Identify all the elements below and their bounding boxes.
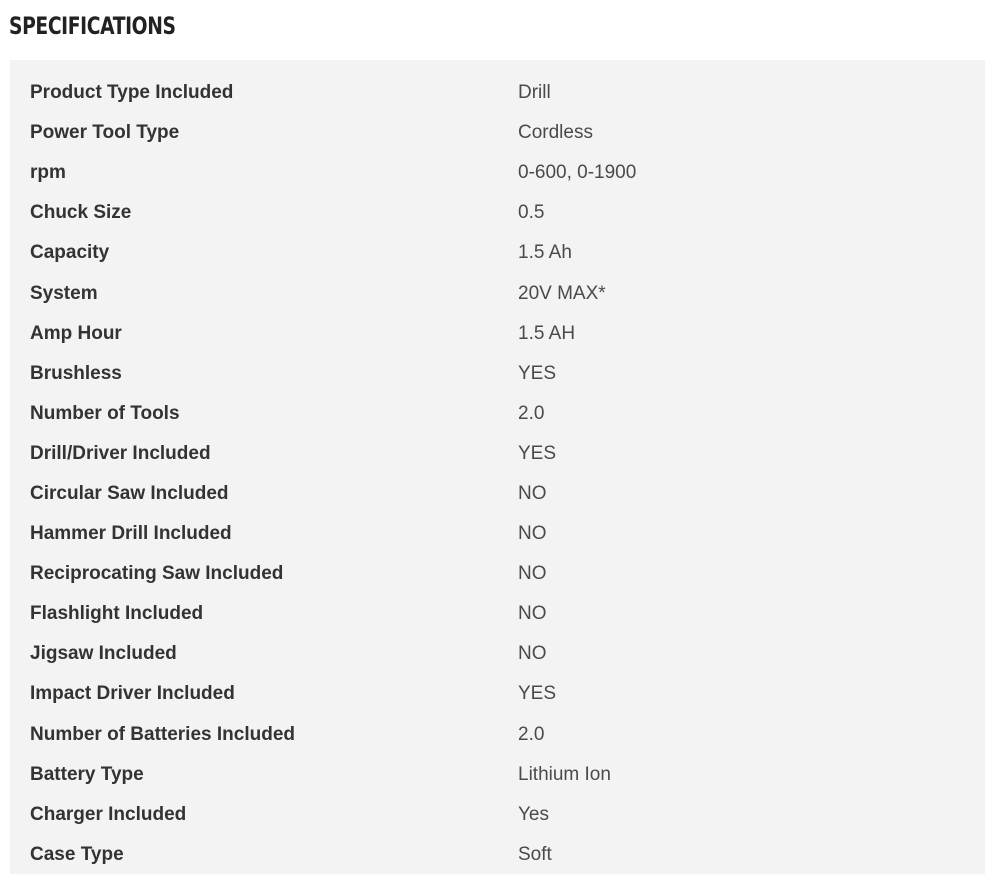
section-title: SPECIFICATIONS: [9, 12, 176, 40]
spec-value: YES: [518, 362, 557, 384]
spec-value: NO: [518, 643, 547, 665]
spec-value: 0-600, 0-1900: [518, 162, 637, 184]
table-row: [30, 193, 958, 233]
table-row: [30, 354, 958, 394]
spec-value: NO: [518, 482, 547, 504]
spec-value: 1.5 Ah: [518, 242, 572, 264]
spec-label: Circular Saw Included: [30, 482, 229, 504]
table-row: [30, 795, 958, 835]
spec-label: Number of Tools: [30, 402, 180, 424]
spec-label: Drill/Driver Included: [30, 442, 211, 464]
spec-value: YES: [518, 442, 557, 464]
table-row: [30, 113, 958, 153]
table-row: [30, 514, 958, 554]
specifications-table: [30, 73, 958, 875]
table-row: [30, 394, 958, 434]
spec-value: 0.5: [518, 202, 545, 224]
spec-label: Impact Driver Included: [30, 683, 235, 705]
table-row: [30, 73, 958, 113]
table-row: [30, 474, 958, 514]
spec-value: Cordless: [518, 122, 593, 144]
spec-value: NO: [518, 603, 547, 625]
spec-label: Capacity: [30, 242, 110, 264]
spec-label: Brushless: [30, 362, 122, 384]
table-row: [30, 233, 958, 273]
table-row: [30, 554, 958, 594]
spec-label: Battery Type: [30, 763, 144, 785]
spec-label: Jigsaw Included: [30, 643, 177, 665]
spec-value: Soft: [518, 843, 552, 865]
spec-value: 1.5 AH: [518, 322, 576, 344]
spec-value: Lithium Ion: [518, 763, 611, 785]
spec-label: Case Type: [30, 843, 124, 865]
spec-label: System: [30, 282, 98, 304]
table-row: [30, 434, 958, 474]
spec-value: Drill: [518, 82, 551, 104]
table-row: [30, 835, 958, 875]
table-row: [30, 674, 958, 714]
table-row: [30, 273, 958, 313]
table-row: [30, 755, 958, 795]
table-row: [30, 314, 958, 354]
spec-value: 2.0: [518, 402, 545, 424]
table-row: [30, 153, 958, 193]
spec-label: Reciprocating Saw Included: [30, 563, 284, 585]
spec-value: 20V MAX*: [518, 282, 606, 304]
spec-value: NO: [518, 523, 547, 545]
spec-label: Amp Hour: [30, 322, 122, 344]
table-row: [30, 715, 958, 755]
table-row: [30, 634, 958, 674]
spec-value: 2.0: [518, 723, 545, 745]
spec-label: Number of Batteries Included: [30, 723, 295, 745]
spec-label: rpm: [30, 162, 66, 184]
spec-value: Yes: [518, 803, 549, 825]
spec-label: Chuck Size: [30, 202, 132, 224]
spec-value: NO: [518, 563, 547, 585]
specifications-panel: [10, 60, 985, 874]
spec-label: Power Tool Type: [30, 122, 180, 144]
spec-label: Product Type Included: [30, 82, 234, 104]
spec-label: Flashlight Included: [30, 603, 204, 625]
spec-value: YES: [518, 683, 557, 705]
spec-label: Charger Included: [30, 803, 187, 825]
spec-label: Hammer Drill Included: [30, 523, 232, 545]
table-row: [30, 594, 958, 634]
